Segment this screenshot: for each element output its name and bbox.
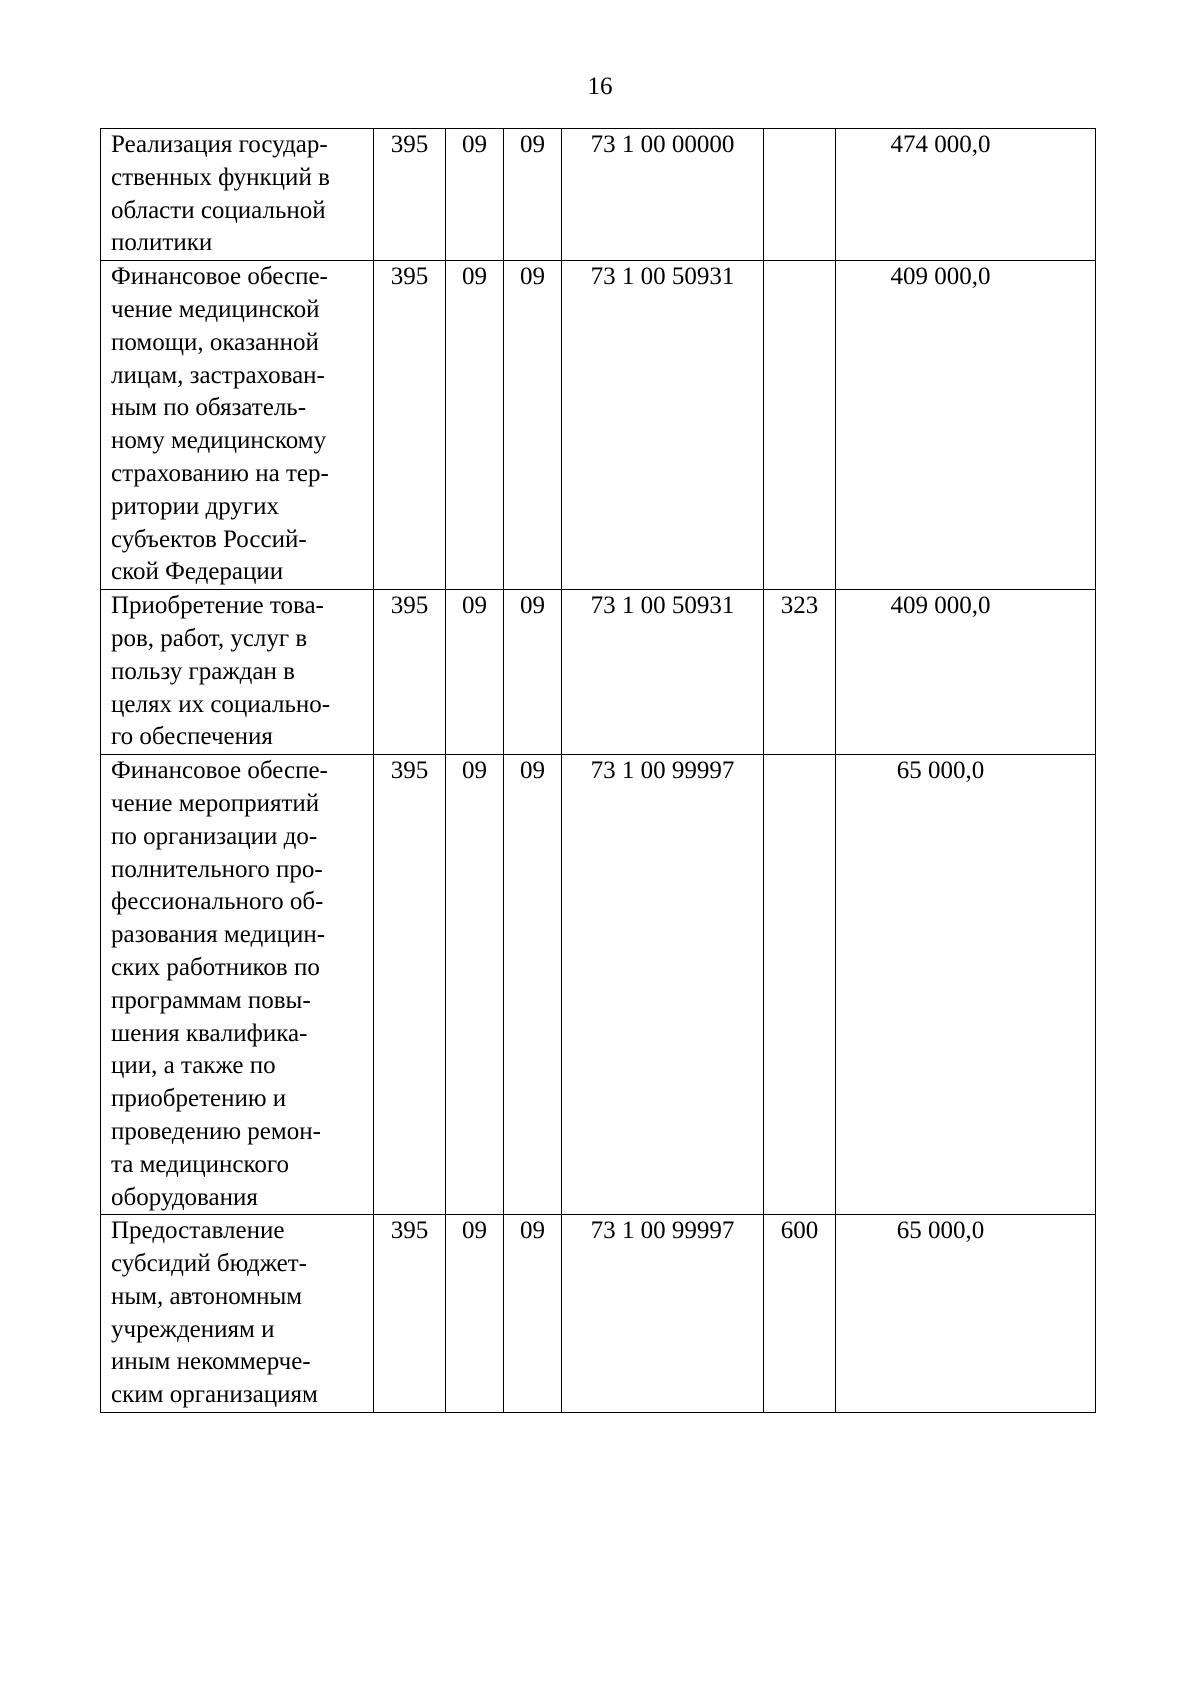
code-target-article: 73 1 00 00000 (562, 129, 764, 261)
code-target-article: 73 1 00 99997 (562, 755, 764, 1215)
row-description: Приобретение това- ров, работ, услуг в пользу граждан в целях их социально- го обеспечения (101, 590, 374, 755)
code-subsection: 09 (504, 590, 562, 755)
amount: 65 000,0 (836, 755, 1096, 1215)
amount: 409 000,0 (836, 590, 1096, 755)
code-expense-type (764, 261, 836, 590)
code-subsection: 09 (504, 755, 562, 1215)
code-ministry: 395 (374, 1215, 446, 1413)
code-section: 09 (446, 261, 504, 590)
row-description: Финансовое обеспе- чение медицинской помощи, оказанной лицам, застрахован- ным по обязатель- ному медицинскому страхованию на тер- ритории других субъектов Россий- ской Федерации (101, 261, 374, 590)
code-ministry: 395 (374, 590, 446, 755)
budget-table (100, 128, 1096, 1413)
amount: 409 000,0 (836, 261, 1096, 590)
amount: 65 000,0 (836, 1215, 1096, 1413)
row-description: Реализация государ- ственных функций в области социальной политики (101, 129, 374, 261)
code-subsection: 09 (504, 129, 562, 261)
row-description: Предоставление субсидий бюджет- ным, автономным учреждениям и иным некоммерче- ским организациям (101, 1215, 374, 1413)
page-number: 16 (587, 73, 613, 100)
amount: 474 000,0 (836, 129, 1096, 261)
code-expense-type: 323 (764, 590, 836, 755)
table-row (101, 755, 1096, 1215)
row-description: Финансовое обеспе- чение мероприятий по организации до- полнительного про- фессионального об- разования медицин- ских работников по программам повы- шения квалифика- ции, а также по приобретению и проведению ремон- та медицинского оборудования (101, 755, 374, 1215)
table-row (101, 261, 1096, 590)
code-section: 09 (446, 129, 504, 261)
code-section: 09 (446, 590, 504, 755)
code-ministry: 395 (374, 129, 446, 261)
code-expense-type: 600 (764, 1215, 836, 1413)
code-target-article: 73 1 00 50931 (562, 261, 764, 590)
code-target-article: 73 1 00 99997 (562, 1215, 764, 1413)
code-section: 09 (446, 755, 504, 1215)
code-expense-type (764, 755, 836, 1215)
table-row (101, 129, 1096, 261)
table-row (101, 590, 1096, 755)
code-subsection: 09 (504, 261, 562, 590)
table-row (101, 1215, 1096, 1413)
code-ministry: 395 (374, 755, 446, 1215)
code-ministry: 395 (374, 261, 446, 590)
code-target-article: 73 1 00 50931 (562, 590, 764, 755)
code-section: 09 (446, 1215, 504, 1413)
code-subsection: 09 (504, 1215, 562, 1413)
code-expense-type (764, 129, 836, 261)
